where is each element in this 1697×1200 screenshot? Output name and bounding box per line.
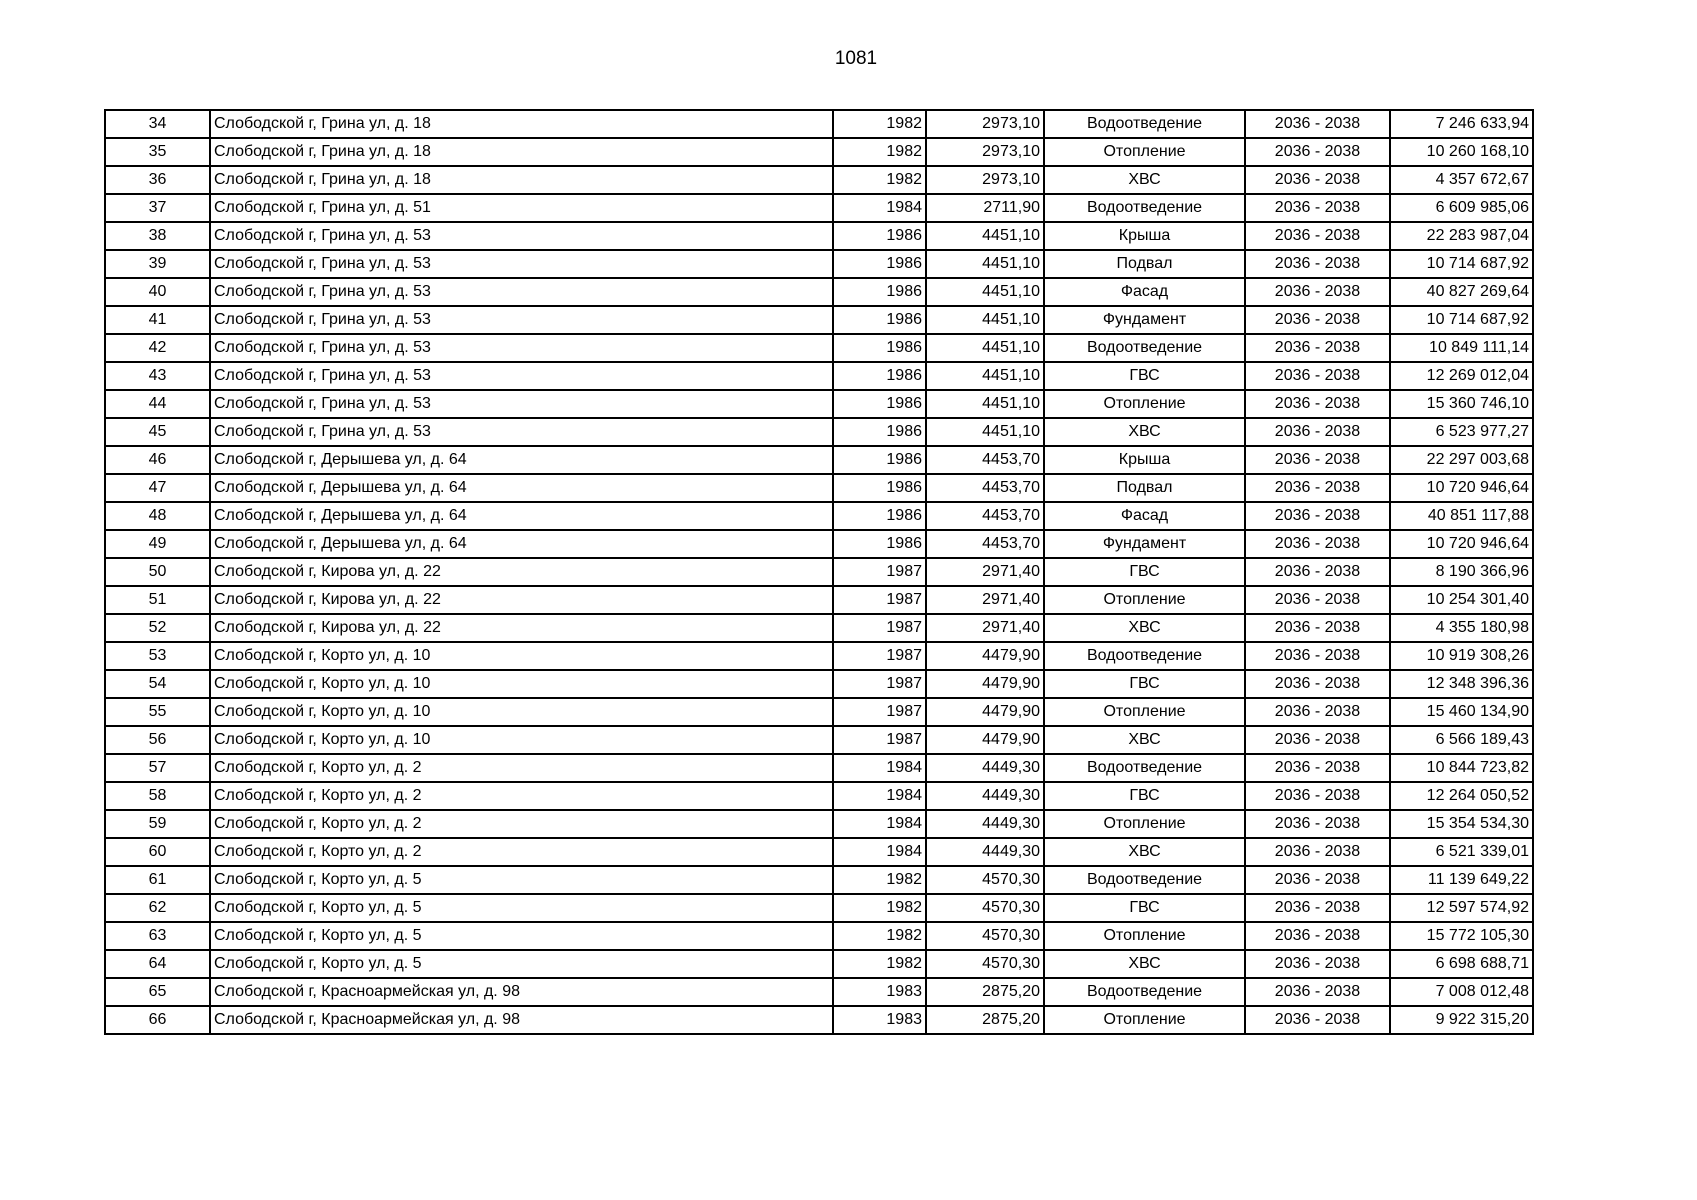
build-year-cell: 1987 bbox=[833, 558, 926, 586]
area-cell: 4453,70 bbox=[926, 446, 1044, 474]
build-year-cell: 1986 bbox=[833, 474, 926, 502]
address-cell: Слободской г, Дерышева ул, д. 64 bbox=[210, 446, 833, 474]
cost-cell: 15 354 534,30 bbox=[1390, 810, 1533, 838]
table-row bbox=[105, 166, 1533, 194]
table-body bbox=[105, 110, 1533, 1034]
table-row bbox=[105, 726, 1533, 754]
cost-cell: 15 360 746,10 bbox=[1390, 390, 1533, 418]
period-cell: 2036 - 2038 bbox=[1245, 838, 1390, 866]
build-year-cell: 1984 bbox=[833, 838, 926, 866]
area-cell: 2971,40 bbox=[926, 558, 1044, 586]
cost-cell: 8 190 366,96 bbox=[1390, 558, 1533, 586]
work-type-cell: ГВС bbox=[1044, 894, 1245, 922]
build-year-cell: 1982 bbox=[833, 866, 926, 894]
row-number-cell: 63 bbox=[105, 922, 210, 950]
address-cell: Слободской г, Грина ул, д. 51 bbox=[210, 194, 833, 222]
work-type-cell: ГВС bbox=[1044, 558, 1245, 586]
period-cell: 2036 - 2038 bbox=[1245, 698, 1390, 726]
work-type-cell: Отопление bbox=[1044, 586, 1245, 614]
period-cell: 2036 - 2038 bbox=[1245, 922, 1390, 950]
area-cell: 4451,10 bbox=[926, 222, 1044, 250]
row-number-cell: 54 bbox=[105, 670, 210, 698]
build-year-cell: 1982 bbox=[833, 110, 926, 138]
cost-cell: 10 714 687,92 bbox=[1390, 250, 1533, 278]
cost-cell: 7 246 633,94 bbox=[1390, 110, 1533, 138]
work-type-cell: Фундамент bbox=[1044, 306, 1245, 334]
table-row bbox=[105, 502, 1533, 530]
area-cell: 4451,10 bbox=[926, 390, 1044, 418]
cost-cell: 9 922 315,20 bbox=[1390, 1006, 1533, 1034]
cost-cell: 10 720 946,64 bbox=[1390, 474, 1533, 502]
cost-cell: 6 566 189,43 bbox=[1390, 726, 1533, 754]
cost-cell: 40 827 269,64 bbox=[1390, 278, 1533, 306]
work-type-cell: ХВС bbox=[1044, 614, 1245, 642]
period-cell: 2036 - 2038 bbox=[1245, 614, 1390, 642]
area-cell: 4453,70 bbox=[926, 502, 1044, 530]
cost-cell: 4 357 672,67 bbox=[1390, 166, 1533, 194]
area-cell: 4451,10 bbox=[926, 250, 1044, 278]
period-cell: 2036 - 2038 bbox=[1245, 670, 1390, 698]
period-cell: 2036 - 2038 bbox=[1245, 390, 1390, 418]
cost-cell: 15 772 105,30 bbox=[1390, 922, 1533, 950]
table-row bbox=[105, 362, 1533, 390]
build-year-cell: 1987 bbox=[833, 642, 926, 670]
row-number-cell: 37 bbox=[105, 194, 210, 222]
row-number-cell: 45 bbox=[105, 418, 210, 446]
period-cell: 2036 - 2038 bbox=[1245, 558, 1390, 586]
build-year-cell: 1984 bbox=[833, 810, 926, 838]
row-number-cell: 38 bbox=[105, 222, 210, 250]
period-cell: 2036 - 2038 bbox=[1245, 894, 1390, 922]
row-number-cell: 62 bbox=[105, 894, 210, 922]
table-row bbox=[105, 1006, 1533, 1034]
address-cell: Слободской г, Грина ул, д. 53 bbox=[210, 222, 833, 250]
page-number: 1081 bbox=[834, 48, 878, 69]
period-cell: 2036 - 2038 bbox=[1245, 810, 1390, 838]
period-cell: 2036 - 2038 bbox=[1245, 782, 1390, 810]
build-year-cell: 1986 bbox=[833, 250, 926, 278]
address-cell: Слободской г, Грина ул, д. 53 bbox=[210, 278, 833, 306]
work-type-cell: Отопление bbox=[1044, 1006, 1245, 1034]
area-cell: 4449,30 bbox=[926, 838, 1044, 866]
row-number-cell: 49 bbox=[105, 530, 210, 558]
build-year-cell: 1987 bbox=[833, 726, 926, 754]
area-cell: 2973,10 bbox=[926, 166, 1044, 194]
address-cell: Слободской г, Красноармейская ул, д. 98 bbox=[210, 978, 833, 1006]
area-cell: 4451,10 bbox=[926, 362, 1044, 390]
address-cell: Слободской г, Грина ул, д. 18 bbox=[210, 138, 833, 166]
address-cell: Слободской г, Корто ул, д. 5 bbox=[210, 894, 833, 922]
cost-cell: 10 260 168,10 bbox=[1390, 138, 1533, 166]
period-cell: 2036 - 2038 bbox=[1245, 194, 1390, 222]
area-cell: 4479,90 bbox=[926, 698, 1044, 726]
row-number-cell: 50 bbox=[105, 558, 210, 586]
address-cell: Слободской г, Корто ул, д. 2 bbox=[210, 782, 833, 810]
period-cell: 2036 - 2038 bbox=[1245, 754, 1390, 782]
work-type-cell: Отопление bbox=[1044, 922, 1245, 950]
table-row bbox=[105, 530, 1533, 558]
table-row bbox=[105, 894, 1533, 922]
table-row bbox=[105, 698, 1533, 726]
work-type-cell: ХВС bbox=[1044, 166, 1245, 194]
row-number-cell: 55 bbox=[105, 698, 210, 726]
row-number-cell: 53 bbox=[105, 642, 210, 670]
row-number-cell: 60 bbox=[105, 838, 210, 866]
area-cell: 4453,70 bbox=[926, 530, 1044, 558]
area-cell: 4479,90 bbox=[926, 726, 1044, 754]
row-number-cell: 52 bbox=[105, 614, 210, 642]
build-year-cell: 1986 bbox=[833, 530, 926, 558]
address-cell: Слободской г, Корто ул, д. 10 bbox=[210, 726, 833, 754]
work-type-cell: Крыша bbox=[1044, 222, 1245, 250]
area-cell: 4451,10 bbox=[926, 278, 1044, 306]
period-cell: 2036 - 2038 bbox=[1245, 502, 1390, 530]
cost-cell: 6 523 977,27 bbox=[1390, 418, 1533, 446]
table-row bbox=[105, 390, 1533, 418]
address-cell: Слободской г, Красноармейская ул, д. 98 bbox=[210, 1006, 833, 1034]
area-cell: 4451,10 bbox=[926, 306, 1044, 334]
work-type-cell: ХВС bbox=[1044, 838, 1245, 866]
address-cell: Слободской г, Корто ул, д. 5 bbox=[210, 922, 833, 950]
address-cell: Слободской г, Дерышева ул, д. 64 bbox=[210, 474, 833, 502]
table-row bbox=[105, 642, 1533, 670]
row-number-cell: 48 bbox=[105, 502, 210, 530]
table-row bbox=[105, 838, 1533, 866]
area-cell: 4453,70 bbox=[926, 474, 1044, 502]
period-cell: 2036 - 2038 bbox=[1245, 250, 1390, 278]
area-cell: 2971,40 bbox=[926, 614, 1044, 642]
cost-cell: 40 851 117,88 bbox=[1390, 502, 1533, 530]
period-cell: 2036 - 2038 bbox=[1245, 642, 1390, 670]
address-cell: Слободской г, Дерышева ул, д. 64 bbox=[210, 530, 833, 558]
address-cell: Слободской г, Грина ул, д. 53 bbox=[210, 250, 833, 278]
table-row bbox=[105, 614, 1533, 642]
build-year-cell: 1984 bbox=[833, 194, 926, 222]
cost-cell: 12 597 574,92 bbox=[1390, 894, 1533, 922]
cost-cell: 15 460 134,90 bbox=[1390, 698, 1533, 726]
row-number-cell: 35 bbox=[105, 138, 210, 166]
row-number-cell: 47 bbox=[105, 474, 210, 502]
cost-cell: 12 264 050,52 bbox=[1390, 782, 1533, 810]
row-number-cell: 64 bbox=[105, 950, 210, 978]
address-cell: Слободской г, Грина ул, д. 53 bbox=[210, 418, 833, 446]
build-year-cell: 1987 bbox=[833, 614, 926, 642]
build-year-cell: 1986 bbox=[833, 278, 926, 306]
cost-cell: 10 849 111,14 bbox=[1390, 334, 1533, 362]
area-cell: 2971,40 bbox=[926, 586, 1044, 614]
work-type-cell: ХВС bbox=[1044, 726, 1245, 754]
cost-cell: 7 008 012,48 bbox=[1390, 978, 1533, 1006]
row-number-cell: 57 bbox=[105, 754, 210, 782]
period-cell: 2036 - 2038 bbox=[1245, 278, 1390, 306]
area-cell: 2973,10 bbox=[926, 138, 1044, 166]
table-row bbox=[105, 950, 1533, 978]
repair-schedule-table bbox=[104, 109, 1534, 1035]
row-number-cell: 44 bbox=[105, 390, 210, 418]
row-number-cell: 59 bbox=[105, 810, 210, 838]
work-type-cell: Водоотведение bbox=[1044, 642, 1245, 670]
table-row bbox=[105, 194, 1533, 222]
build-year-cell: 1986 bbox=[833, 390, 926, 418]
address-cell: Слободской г, Грина ул, д. 18 bbox=[210, 110, 833, 138]
address-cell: Слободской г, Грина ул, д. 53 bbox=[210, 362, 833, 390]
build-year-cell: 1987 bbox=[833, 586, 926, 614]
address-cell: Слободской г, Корто ул, д. 2 bbox=[210, 810, 833, 838]
address-cell: Слободской г, Кирова ул, д. 22 bbox=[210, 586, 833, 614]
address-cell: Слободской г, Корто ул, д. 5 bbox=[210, 950, 833, 978]
table-row bbox=[105, 250, 1533, 278]
period-cell: 2036 - 2038 bbox=[1245, 418, 1390, 446]
build-year-cell: 1986 bbox=[833, 418, 926, 446]
build-year-cell: 1986 bbox=[833, 446, 926, 474]
build-year-cell: 1987 bbox=[833, 698, 926, 726]
address-cell: Слободской г, Кирова ул, д. 22 bbox=[210, 558, 833, 586]
area-cell: 4479,90 bbox=[926, 642, 1044, 670]
cost-cell: 4 355 180,98 bbox=[1390, 614, 1533, 642]
cost-cell: 12 348 396,36 bbox=[1390, 670, 1533, 698]
table-row bbox=[105, 222, 1533, 250]
cost-cell: 10 254 301,40 bbox=[1390, 586, 1533, 614]
work-type-cell: Водоотведение bbox=[1044, 194, 1245, 222]
row-number-cell: 65 bbox=[105, 978, 210, 1006]
build-year-cell: 1983 bbox=[833, 1006, 926, 1034]
address-cell: Слободской г, Корто ул, д. 10 bbox=[210, 642, 833, 670]
cost-cell: 6 609 985,06 bbox=[1390, 194, 1533, 222]
table-row bbox=[105, 866, 1533, 894]
build-year-cell: 1986 bbox=[833, 306, 926, 334]
period-cell: 2036 - 2038 bbox=[1245, 866, 1390, 894]
row-number-cell: 58 bbox=[105, 782, 210, 810]
period-cell: 2036 - 2038 bbox=[1245, 306, 1390, 334]
address-cell: Слободской г, Корто ул, д. 2 bbox=[210, 754, 833, 782]
area-cell: 4449,30 bbox=[926, 810, 1044, 838]
cost-cell: 6 698 688,71 bbox=[1390, 950, 1533, 978]
build-year-cell: 1986 bbox=[833, 334, 926, 362]
period-cell: 2036 - 2038 bbox=[1245, 978, 1390, 1006]
row-number-cell: 51 bbox=[105, 586, 210, 614]
address-cell: Слободской г, Корто ул, д. 10 bbox=[210, 670, 833, 698]
cost-cell: 22 297 003,68 bbox=[1390, 446, 1533, 474]
work-type-cell: ГВС bbox=[1044, 782, 1245, 810]
period-cell: 2036 - 2038 bbox=[1245, 474, 1390, 502]
work-type-cell: Фасад bbox=[1044, 502, 1245, 530]
address-cell: Слободской г, Грина ул, д. 53 bbox=[210, 390, 833, 418]
period-cell: 2036 - 2038 bbox=[1245, 110, 1390, 138]
area-cell: 2875,20 bbox=[926, 978, 1044, 1006]
address-cell: Слободской г, Корто ул, д. 2 bbox=[210, 838, 833, 866]
build-year-cell: 1982 bbox=[833, 922, 926, 950]
period-cell: 2036 - 2038 bbox=[1245, 530, 1390, 558]
work-type-cell: Водоотведение bbox=[1044, 754, 1245, 782]
build-year-cell: 1986 bbox=[833, 502, 926, 530]
row-number-cell: 43 bbox=[105, 362, 210, 390]
table-row bbox=[105, 446, 1533, 474]
table-row bbox=[105, 306, 1533, 334]
area-cell: 4479,90 bbox=[926, 670, 1044, 698]
build-year-cell: 1983 bbox=[833, 978, 926, 1006]
build-year-cell: 1986 bbox=[833, 222, 926, 250]
work-type-cell: Крыша bbox=[1044, 446, 1245, 474]
work-type-cell: Водоотведение bbox=[1044, 110, 1245, 138]
address-cell: Слободской г, Грина ул, д. 53 bbox=[210, 334, 833, 362]
work-type-cell: ХВС bbox=[1044, 418, 1245, 446]
area-cell: 4570,30 bbox=[926, 866, 1044, 894]
row-number-cell: 61 bbox=[105, 866, 210, 894]
cost-cell: 10 919 308,26 bbox=[1390, 642, 1533, 670]
table-row bbox=[105, 978, 1533, 1006]
build-year-cell: 1984 bbox=[833, 782, 926, 810]
cost-cell: 10 720 946,64 bbox=[1390, 530, 1533, 558]
period-cell: 2036 - 2038 bbox=[1245, 1006, 1390, 1034]
cost-cell: 12 269 012,04 bbox=[1390, 362, 1533, 390]
build-year-cell: 1982 bbox=[833, 138, 926, 166]
table-row bbox=[105, 810, 1533, 838]
row-number-cell: 42 bbox=[105, 334, 210, 362]
area-cell: 4570,30 bbox=[926, 950, 1044, 978]
work-type-cell: Подвал bbox=[1044, 474, 1245, 502]
area-cell: 4570,30 bbox=[926, 894, 1044, 922]
build-year-cell: 1984 bbox=[833, 754, 926, 782]
work-type-cell: Отопление bbox=[1044, 390, 1245, 418]
cost-cell: 6 521 339,01 bbox=[1390, 838, 1533, 866]
table-row bbox=[105, 558, 1533, 586]
period-cell: 2036 - 2038 bbox=[1245, 362, 1390, 390]
address-cell: Слободской г, Дерышева ул, д. 64 bbox=[210, 502, 833, 530]
area-cell: 4449,30 bbox=[926, 782, 1044, 810]
build-year-cell: 1982 bbox=[833, 950, 926, 978]
area-cell: 4570,30 bbox=[926, 922, 1044, 950]
cost-cell: 11 139 649,22 bbox=[1390, 866, 1533, 894]
table-row bbox=[105, 334, 1533, 362]
work-type-cell: Водоотведение bbox=[1044, 866, 1245, 894]
address-cell: Слободской г, Грина ул, д. 53 bbox=[210, 306, 833, 334]
period-cell: 2036 - 2038 bbox=[1245, 222, 1390, 250]
build-year-cell: 1986 bbox=[833, 362, 926, 390]
work-type-cell: Фасад bbox=[1044, 278, 1245, 306]
row-number-cell: 56 bbox=[105, 726, 210, 754]
table-row bbox=[105, 922, 1533, 950]
period-cell: 2036 - 2038 bbox=[1245, 138, 1390, 166]
work-type-cell: ГВС bbox=[1044, 362, 1245, 390]
work-type-cell: ГВС bbox=[1044, 670, 1245, 698]
area-cell: 2973,10 bbox=[926, 110, 1044, 138]
period-cell: 2036 - 2038 bbox=[1245, 950, 1390, 978]
work-type-cell: Подвал bbox=[1044, 250, 1245, 278]
address-cell: Слободской г, Грина ул, д. 18 bbox=[210, 166, 833, 194]
row-number-cell: 46 bbox=[105, 446, 210, 474]
cost-cell: 10 714 687,92 bbox=[1390, 306, 1533, 334]
row-number-cell: 41 bbox=[105, 306, 210, 334]
table-row bbox=[105, 110, 1533, 138]
area-cell: 4451,10 bbox=[926, 334, 1044, 362]
period-cell: 2036 - 2038 bbox=[1245, 334, 1390, 362]
row-number-cell: 39 bbox=[105, 250, 210, 278]
address-cell: Слободской г, Кирова ул, д. 22 bbox=[210, 614, 833, 642]
table-row bbox=[105, 670, 1533, 698]
table-row bbox=[105, 586, 1533, 614]
build-year-cell: 1987 bbox=[833, 670, 926, 698]
build-year-cell: 1982 bbox=[833, 166, 926, 194]
period-cell: 2036 - 2038 bbox=[1245, 166, 1390, 194]
area-cell: 4451,10 bbox=[926, 418, 1044, 446]
table-row bbox=[105, 782, 1533, 810]
work-type-cell: Водоотведение bbox=[1044, 978, 1245, 1006]
address-cell: Слободской г, Корто ул, д. 5 bbox=[210, 866, 833, 894]
table-row bbox=[105, 278, 1533, 306]
table-row bbox=[105, 754, 1533, 782]
row-number-cell: 40 bbox=[105, 278, 210, 306]
work-type-cell: ХВС bbox=[1044, 950, 1245, 978]
work-type-cell: Водоотведение bbox=[1044, 334, 1245, 362]
period-cell: 2036 - 2038 bbox=[1245, 586, 1390, 614]
work-type-cell: Отопление bbox=[1044, 810, 1245, 838]
work-type-cell: Фундамент bbox=[1044, 530, 1245, 558]
table-row bbox=[105, 138, 1533, 166]
row-number-cell: 36 bbox=[105, 166, 210, 194]
area-cell: 2875,20 bbox=[926, 1006, 1044, 1034]
period-cell: 2036 - 2038 bbox=[1245, 446, 1390, 474]
address-cell: Слободской г, Корто ул, д. 10 bbox=[210, 698, 833, 726]
work-type-cell: Отопление bbox=[1044, 138, 1245, 166]
table-row bbox=[105, 474, 1533, 502]
period-cell: 2036 - 2038 bbox=[1245, 726, 1390, 754]
area-cell: 4449,30 bbox=[926, 754, 1044, 782]
cost-cell: 22 283 987,04 bbox=[1390, 222, 1533, 250]
build-year-cell: 1982 bbox=[833, 894, 926, 922]
work-type-cell: Отопление bbox=[1044, 698, 1245, 726]
row-number-cell: 66 bbox=[105, 1006, 210, 1034]
area-cell: 2711,90 bbox=[926, 194, 1044, 222]
row-number-cell: 34 bbox=[105, 110, 210, 138]
table-row bbox=[105, 418, 1533, 446]
cost-cell: 10 844 723,82 bbox=[1390, 754, 1533, 782]
